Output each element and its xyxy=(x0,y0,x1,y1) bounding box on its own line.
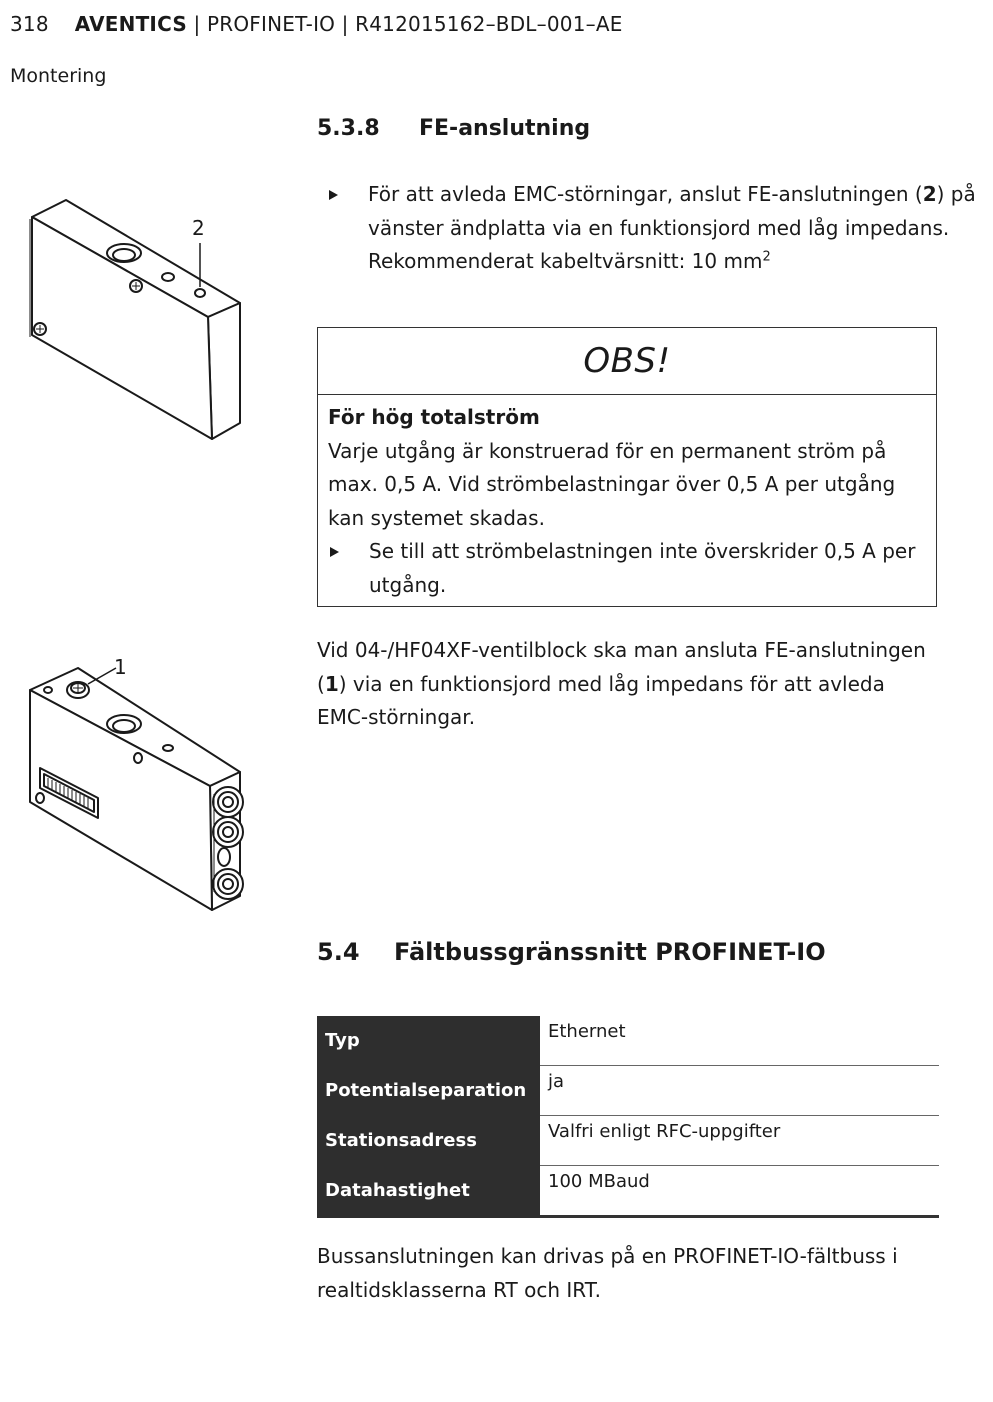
fieldbus-spec-table xyxy=(317,1016,939,1218)
paragraph-text: Vid 04-/HF04XF-ventilblock ska man ansluta FE-anslutningen ( xyxy=(317,638,926,696)
paragraph-text-end: ) via en funktionsjord med låg impedans för att avleda EMC-störningar. xyxy=(317,671,885,729)
table-value: ja xyxy=(540,1066,939,1116)
table-key: Datahastighet xyxy=(317,1166,540,1217)
table-value: Ethernet xyxy=(540,1016,939,1066)
figure-callout-1: 1 xyxy=(114,655,127,679)
cable-recommendation: Rekommenderat kabeltvärsnitt: 10 mm xyxy=(368,249,763,273)
table-key: Potentialseparation xyxy=(317,1066,540,1116)
running-header xyxy=(10,12,623,36)
superscript: 2 xyxy=(762,249,771,265)
table-row xyxy=(317,1116,939,1166)
table-row xyxy=(317,1066,939,1116)
notice-title: OBS! xyxy=(583,341,671,381)
notice-text: Varje utgång är konstruerad för en permanent ström på max. 0,5 A. Vid strömbelastningar över 0,5 A per utgång kan systemet skadas. xyxy=(328,438,896,530)
figure-callout-2: 2 xyxy=(192,216,205,240)
table-key: Typ xyxy=(317,1016,540,1066)
section-title: FE-anslutning xyxy=(419,116,591,141)
end-plate-illustration xyxy=(26,195,246,445)
notice-body xyxy=(318,395,936,602)
table-value: 100 MBaud xyxy=(540,1166,939,1217)
section-number: 5.3.8 xyxy=(317,116,380,141)
table-row xyxy=(317,1016,939,1066)
table-row xyxy=(317,1166,939,1217)
page-number: 318 xyxy=(10,12,49,36)
section-number: 5.4 xyxy=(317,938,360,966)
notice-heading: För hög totalström xyxy=(328,405,540,429)
chapter-label: Montering xyxy=(10,65,107,87)
valve-block-illustration xyxy=(26,652,256,914)
reference-1: 1 xyxy=(324,671,339,696)
notice-bullet: Se till att strömbelastningen inte överskrider 0,5 A per utgång. xyxy=(328,535,926,602)
brand-name: AVENTICS xyxy=(74,12,187,36)
reference-2: 2 xyxy=(922,182,937,206)
table-key: Stationsadress xyxy=(317,1116,540,1166)
bullet-text: För att avleda EMC-störningar, anslut FE-anslutningen ( xyxy=(368,182,923,206)
table-value: Valfri enligt RFC-uppgifter xyxy=(540,1116,939,1166)
header-document-id: | PROFINET-IO | R412015162–BDL–001–AE xyxy=(186,12,623,36)
valve-block-paragraph xyxy=(317,634,942,735)
bullet-text-end: ) på vänster ändplatta via en funktionsjord med låg impedans. xyxy=(368,182,976,240)
section-heading-5-3-8 xyxy=(317,116,590,141)
section-heading-5-4 xyxy=(317,938,826,966)
notice-title-row xyxy=(318,328,936,395)
bus-connection-paragraph: Bussanslutningen kan drivas på en PROFINET-IO-fältbuss i realtidsklasserna RT och IRT. xyxy=(317,1244,898,1302)
instruction-bullet xyxy=(317,178,993,279)
section-title: Fältbussgränssnitt PROFINET-IO xyxy=(394,938,826,966)
notice-box xyxy=(317,327,937,607)
